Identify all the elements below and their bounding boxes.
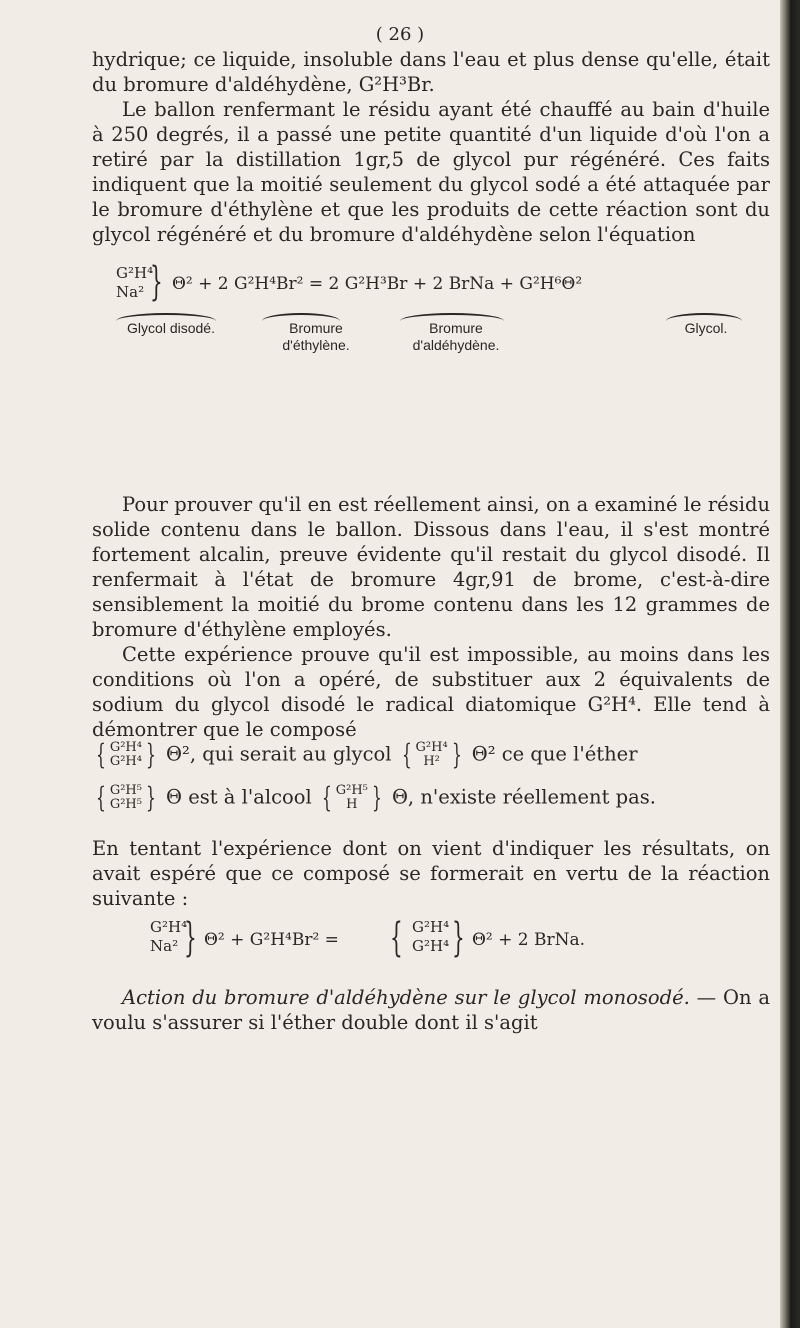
eq2-left-top: G²H⁴: [150, 918, 188, 936]
brace-open: {: [96, 781, 106, 814]
label-bromure-aldehydene-l2: d'aldéhydène.: [412, 337, 500, 353]
paragraph-5: En tentant l'expérience dont on vient d'indiquer les résultats, on avait espéré que ce composé se formerait en vertu de la réaction suivante :: [92, 837, 770, 910]
eq1-brace: }: [150, 259, 163, 305]
equation-1: [116, 259, 776, 314]
brace-open: {: [401, 738, 412, 771]
label-bromure-ethylene-l1: Bromure: [289, 320, 343, 336]
text-block-top: [92, 47, 770, 247]
eq2-right-bottom: G²H⁴: [412, 937, 450, 955]
eq1-left-bottom: Na²: [116, 283, 145, 301]
text-block-middle: [92, 492, 770, 742]
brace-open: {: [96, 738, 106, 771]
eq2-middle: Θ² + G²H⁴Br² =: [204, 930, 339, 950]
formula-a2: [416, 741, 448, 769]
section-title: Action du bromure d'aldéhydène sur le glycol monosodé.: [122, 986, 690, 1009]
text-block-section: [92, 985, 770, 1035]
section-text: — On a voulu s'assurer si l'éther double dont il s'agit: [92, 986, 770, 1034]
brace-close: }: [451, 738, 462, 771]
paragraph-2: Le ballon renfermant le résidu ayant été chauffé au bain d'huile à 250 degrés, il a passé une petite quantité d'un liquide d'où l'on a retiré par la distillation 1gr,5 de glycol pur régénéré. Ces faits indiquent que la moitié seulement du glycol sodé a été attaquée par le bromure d'éthylène et que les produits de cette réaction sont du glycol régénéré et du bromure d'aldéhydène selon l'équation: [92, 98, 770, 246]
paragraph-3: Pour prouver qu'il en est réellement ainsi, on a examiné le résidu solide contenu dans le ballon. Dissous dans l'eau, il s'est montré fortement alcalin, preuve évidente qu'il restait du glycol disodé. Il renfermait à l'état de bromure 4gr,91 de brome, c'est-à-dire sensiblement la moitié du brome contenu dans les 12 grammes de bromure d'éthylène employés.: [92, 493, 770, 641]
label-glycol: Glycol.: [684, 320, 728, 336]
eq2-end: Θ² + 2 BrNa.: [472, 930, 586, 950]
eq2-left-stack: [150, 920, 187, 954]
label-bromure-aldehydene: [396, 320, 516, 354]
formula-a-text1: Θ², qui serait au glycol: [166, 742, 392, 766]
formula-b2-top: G²H⁵: [335, 783, 368, 798]
formula-b1-top: G²H⁵: [109, 783, 142, 798]
brace-open: {: [321, 781, 332, 814]
eq1-left-top: G²H⁴: [116, 264, 154, 282]
label-bromure-ethylene-l2: d'éthylène.: [282, 337, 350, 353]
formula-b1: [110, 784, 142, 812]
eq2-right-top: G²H⁴: [412, 918, 450, 936]
formula-b-text2: Θ, n'existe réellement pas.: [391, 785, 656, 809]
text-block-reaction: [92, 836, 770, 911]
page-number: ( 26 ): [375, 24, 425, 45]
label-bromure-ethylene: [256, 320, 376, 354]
formula-a1: [110, 741, 142, 769]
formula-b1-bottom: G²H⁵: [109, 797, 142, 812]
formula-a2-bottom: H²: [423, 754, 440, 769]
formula-a-text2: Θ² ce que l'éther: [471, 742, 638, 766]
formula-a1-bottom: G²H⁴: [109, 754, 142, 769]
eq2-brace-open: {: [390, 915, 403, 961]
section-paragraph: [92, 985, 770, 1035]
eq2-brace-left: }: [184, 915, 197, 961]
eq2-brace-close: }: [452, 915, 465, 961]
book-binding-edge: [780, 0, 800, 1328]
eq1-rest: Θ² + 2 G²H⁴Br² = 2 G²H³Br + 2 BrNa + G²H⁶Θ²: [172, 274, 583, 294]
formula-line-ether: [92, 738, 770, 771]
label-bromure-aldehydene-l1: Bromure: [429, 320, 483, 336]
brace-close: }: [145, 738, 156, 771]
eq2-left-bottom: Na²: [150, 937, 179, 955]
formula-b2: [336, 784, 368, 812]
brace-close: }: [145, 781, 156, 814]
label-glycol-disode: Glycol disodé.: [127, 320, 215, 336]
formula-a1-top: G²H⁴: [109, 740, 142, 755]
eq2-right-stack: [412, 920, 449, 954]
formula-a2-top: G²H⁴: [415, 740, 448, 755]
formula-b-text1: Θ est à l'alcool: [166, 785, 312, 809]
paragraph-1: hydrique; ce liquide, insoluble dans l'eau et plus dense qu'elle, était du bromure d'aldéhydène, G²H³Br.: [92, 48, 770, 96]
brace-close: }: [371, 781, 382, 814]
eq1-left-stack: [116, 266, 153, 300]
formula-line-alcool: [92, 781, 770, 814]
formula-b2-bottom: H: [346, 797, 358, 812]
equation-1-labels: [116, 320, 756, 370]
equation-2: [150, 915, 770, 972]
paragraph-4: Cette expérience prouve qu'il est impossible, au moins dans les conditions où l'on a opéré, de substituer aux 2 équivalents de sodium du glycol disodé le radical diatomique G²H⁴. Elle tend à démontrer que le composé: [92, 643, 770, 741]
